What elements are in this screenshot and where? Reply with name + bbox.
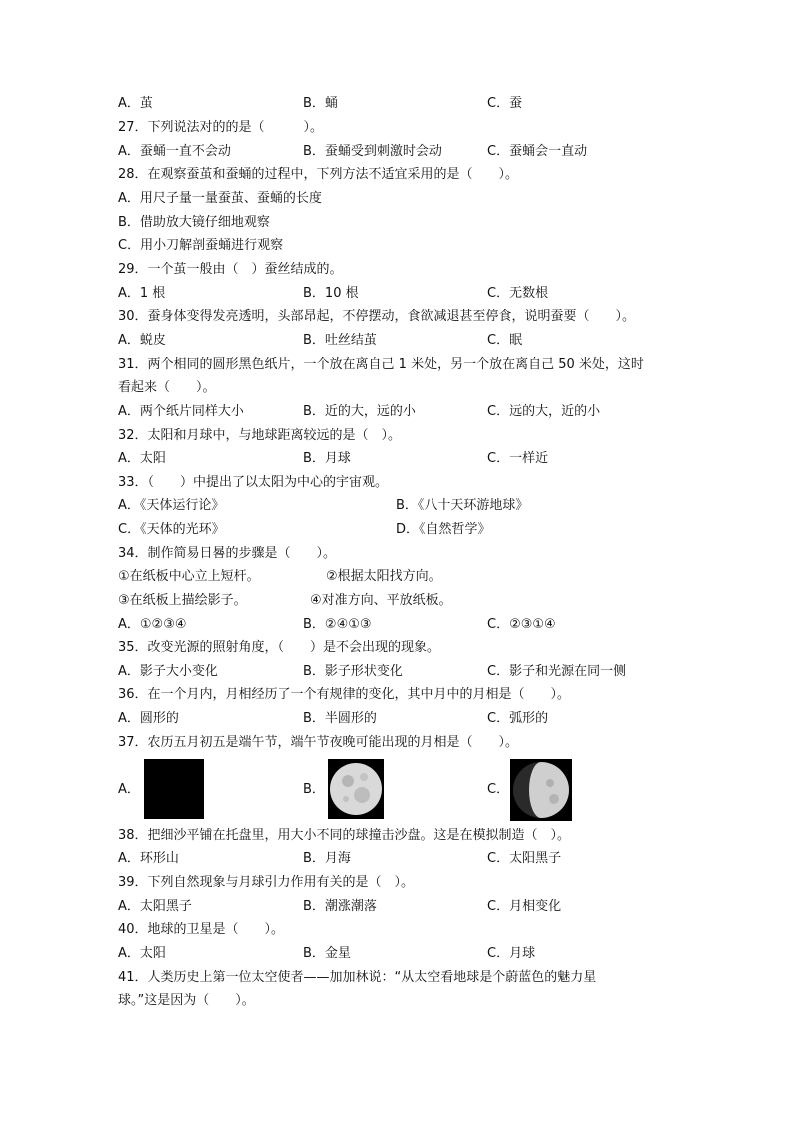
question-40: 40．地球的卫星是（ ）。 bbox=[118, 922, 285, 937]
q38-option-c: C．太阳黑子 bbox=[487, 851, 562, 866]
question-37: 37．农历五月初五是端午节，端午节夜晚可能出现的月相是（ ）。 bbox=[118, 735, 519, 750]
q31-option-b: B．近的大，远的小 bbox=[303, 404, 416, 419]
q28-option-b: B．借助放大镜仔细地观察 bbox=[118, 215, 270, 230]
half-moon-icon bbox=[510, 759, 572, 821]
q28-option-c: C．用小刀解剖蚕蛹进行观察 bbox=[118, 238, 284, 253]
q36-option-c: C．弧形的 bbox=[487, 711, 549, 726]
option-b: B．蛹 bbox=[303, 96, 338, 111]
q35-option-c: C．影子和光源在同一侧 bbox=[487, 664, 627, 679]
q27-option-a: A．蚕蛹一直不会动 bbox=[118, 144, 231, 159]
q31-option-c: C．远的大，近的小 bbox=[487, 404, 601, 419]
q32-option-a: A．太阳 bbox=[118, 451, 166, 466]
q37-option-c: C． bbox=[487, 782, 510, 797]
crescent-moon-icon bbox=[144, 759, 204, 819]
q34-step-3: ③在纸板上描绘影子。 bbox=[118, 593, 247, 608]
option-a: A．茧 bbox=[118, 96, 153, 111]
q27-option-b: B．蚕蛹受到刺激时会动 bbox=[303, 144, 442, 159]
q34-step-2: ②根据太阳找方向。 bbox=[326, 569, 442, 584]
full-moon-icon bbox=[328, 759, 384, 819]
q33-option-a: A．《天体运行论》 bbox=[118, 498, 225, 513]
question-39: 39．下列自然现象与月球引力作用有关的是（ ）。 bbox=[118, 875, 415, 890]
q40-option-c: C．月球 bbox=[487, 946, 536, 961]
question-29: 29．一个茧一般由（ ）蚕丝结成的。 bbox=[118, 262, 343, 277]
q29-option-a: A．1 根 bbox=[118, 286, 166, 301]
q38-option-a: A．环形山 bbox=[118, 851, 179, 866]
q40-option-a: A．太阳 bbox=[118, 946, 166, 961]
q33-option-c: C．《天体的光环》 bbox=[118, 522, 225, 537]
q34-option-b: B．②④①③ bbox=[303, 617, 372, 632]
q32-option-c: C．一样近 bbox=[487, 451, 549, 466]
q35-option-a: A．影子大小变化 bbox=[118, 664, 218, 679]
question-27: 27．下列说法对的的是（ ）。 bbox=[118, 120, 324, 135]
q40-option-b: B．金星 bbox=[303, 946, 351, 961]
option-c: C．蚕 bbox=[487, 96, 523, 111]
question-41-line2: 球。”这是因为（ ）。 bbox=[118, 993, 255, 1008]
q29-option-c: C．无数根 bbox=[487, 286, 549, 301]
question-31-line2: 看起来（ ）。 bbox=[118, 380, 216, 395]
question-30: 30．蚕身体变得发亮透明，头部昂起，不停摆动，食欲减退甚至停食，说明蚕要（ ）。 bbox=[118, 309, 636, 324]
question-32: 32．太阳和月球中，与地球距离较远的是（ ）。 bbox=[118, 428, 402, 443]
q38-option-b: B．月海 bbox=[303, 851, 351, 866]
q33-option-b: B．《八十天环游地球》 bbox=[396, 498, 529, 513]
q34-option-c: C．②③①④ bbox=[487, 617, 556, 632]
q39-option-b: B．潮涨潮落 bbox=[303, 899, 377, 914]
q32-option-b: B．月球 bbox=[303, 451, 351, 466]
q27-option-c: C．蚕蛹会一直动 bbox=[487, 144, 588, 159]
q34-step-1: ①在纸板中心立上短杆。 bbox=[118, 569, 260, 584]
question-31: 31．两个相同的圆形黑色纸片，一个放在离自己 1 米处，另一个放在离自己 50 米处，这时 bbox=[118, 357, 644, 372]
question-34: 34．制作简易日晷的步骤是（ ）。 bbox=[118, 546, 337, 561]
q28-option-a: A．用尺子量一量蚕茧、蚕蛹的长度 bbox=[118, 191, 322, 206]
q34-step-4: ④对准方向、平放纸板。 bbox=[310, 593, 452, 608]
q31-option-a: A．两个纸片同样大小 bbox=[118, 404, 244, 419]
q39-option-a: A．太阳黑子 bbox=[118, 899, 192, 914]
q30-option-c: C．眠 bbox=[487, 333, 523, 348]
q37-option-b: B． bbox=[303, 782, 325, 797]
q33-option-d: D．《自然哲学》 bbox=[396, 522, 491, 537]
q36-option-a: A．圆形的 bbox=[118, 711, 179, 726]
q29-option-b: B．10 根 bbox=[303, 286, 359, 301]
q36-option-b: B．半圆形的 bbox=[303, 711, 377, 726]
question-41: 41．人类历史上第一位太空使者——加加林说：“从太空看地球是个蔚蓝色的魅力星 bbox=[118, 970, 597, 985]
q35-option-b: B．影子形状变化 bbox=[303, 664, 403, 679]
q37-option-a: A． bbox=[118, 782, 140, 797]
question-33: 33．（ ）中提出了以太阳为中心的宇宙观。 bbox=[118, 475, 389, 490]
q34-option-a: A．①②③④ bbox=[118, 617, 187, 632]
q30-option-b: B．吐丝结茧 bbox=[303, 333, 377, 348]
question-36: 36．在一个月内，月相经历了一个有规律的变化，其中月中的月相是（ ）。 bbox=[118, 687, 571, 702]
question-38: 38．把细沙平铺在托盘里，用大小不同的球撞击沙盘。这是在模拟制造（ ）。 bbox=[118, 828, 571, 843]
question-35: 35．改变光源的照射角度，（ ）是不会出现的现象。 bbox=[118, 640, 441, 655]
question-28: 28．在观察蚕茧和蚕蛹的过程中，下列方法不适宜采用的是（ ）。 bbox=[118, 167, 519, 182]
q30-option-a: A．蜕皮 bbox=[118, 333, 166, 348]
q39-option-c: C．月相变化 bbox=[487, 899, 562, 914]
